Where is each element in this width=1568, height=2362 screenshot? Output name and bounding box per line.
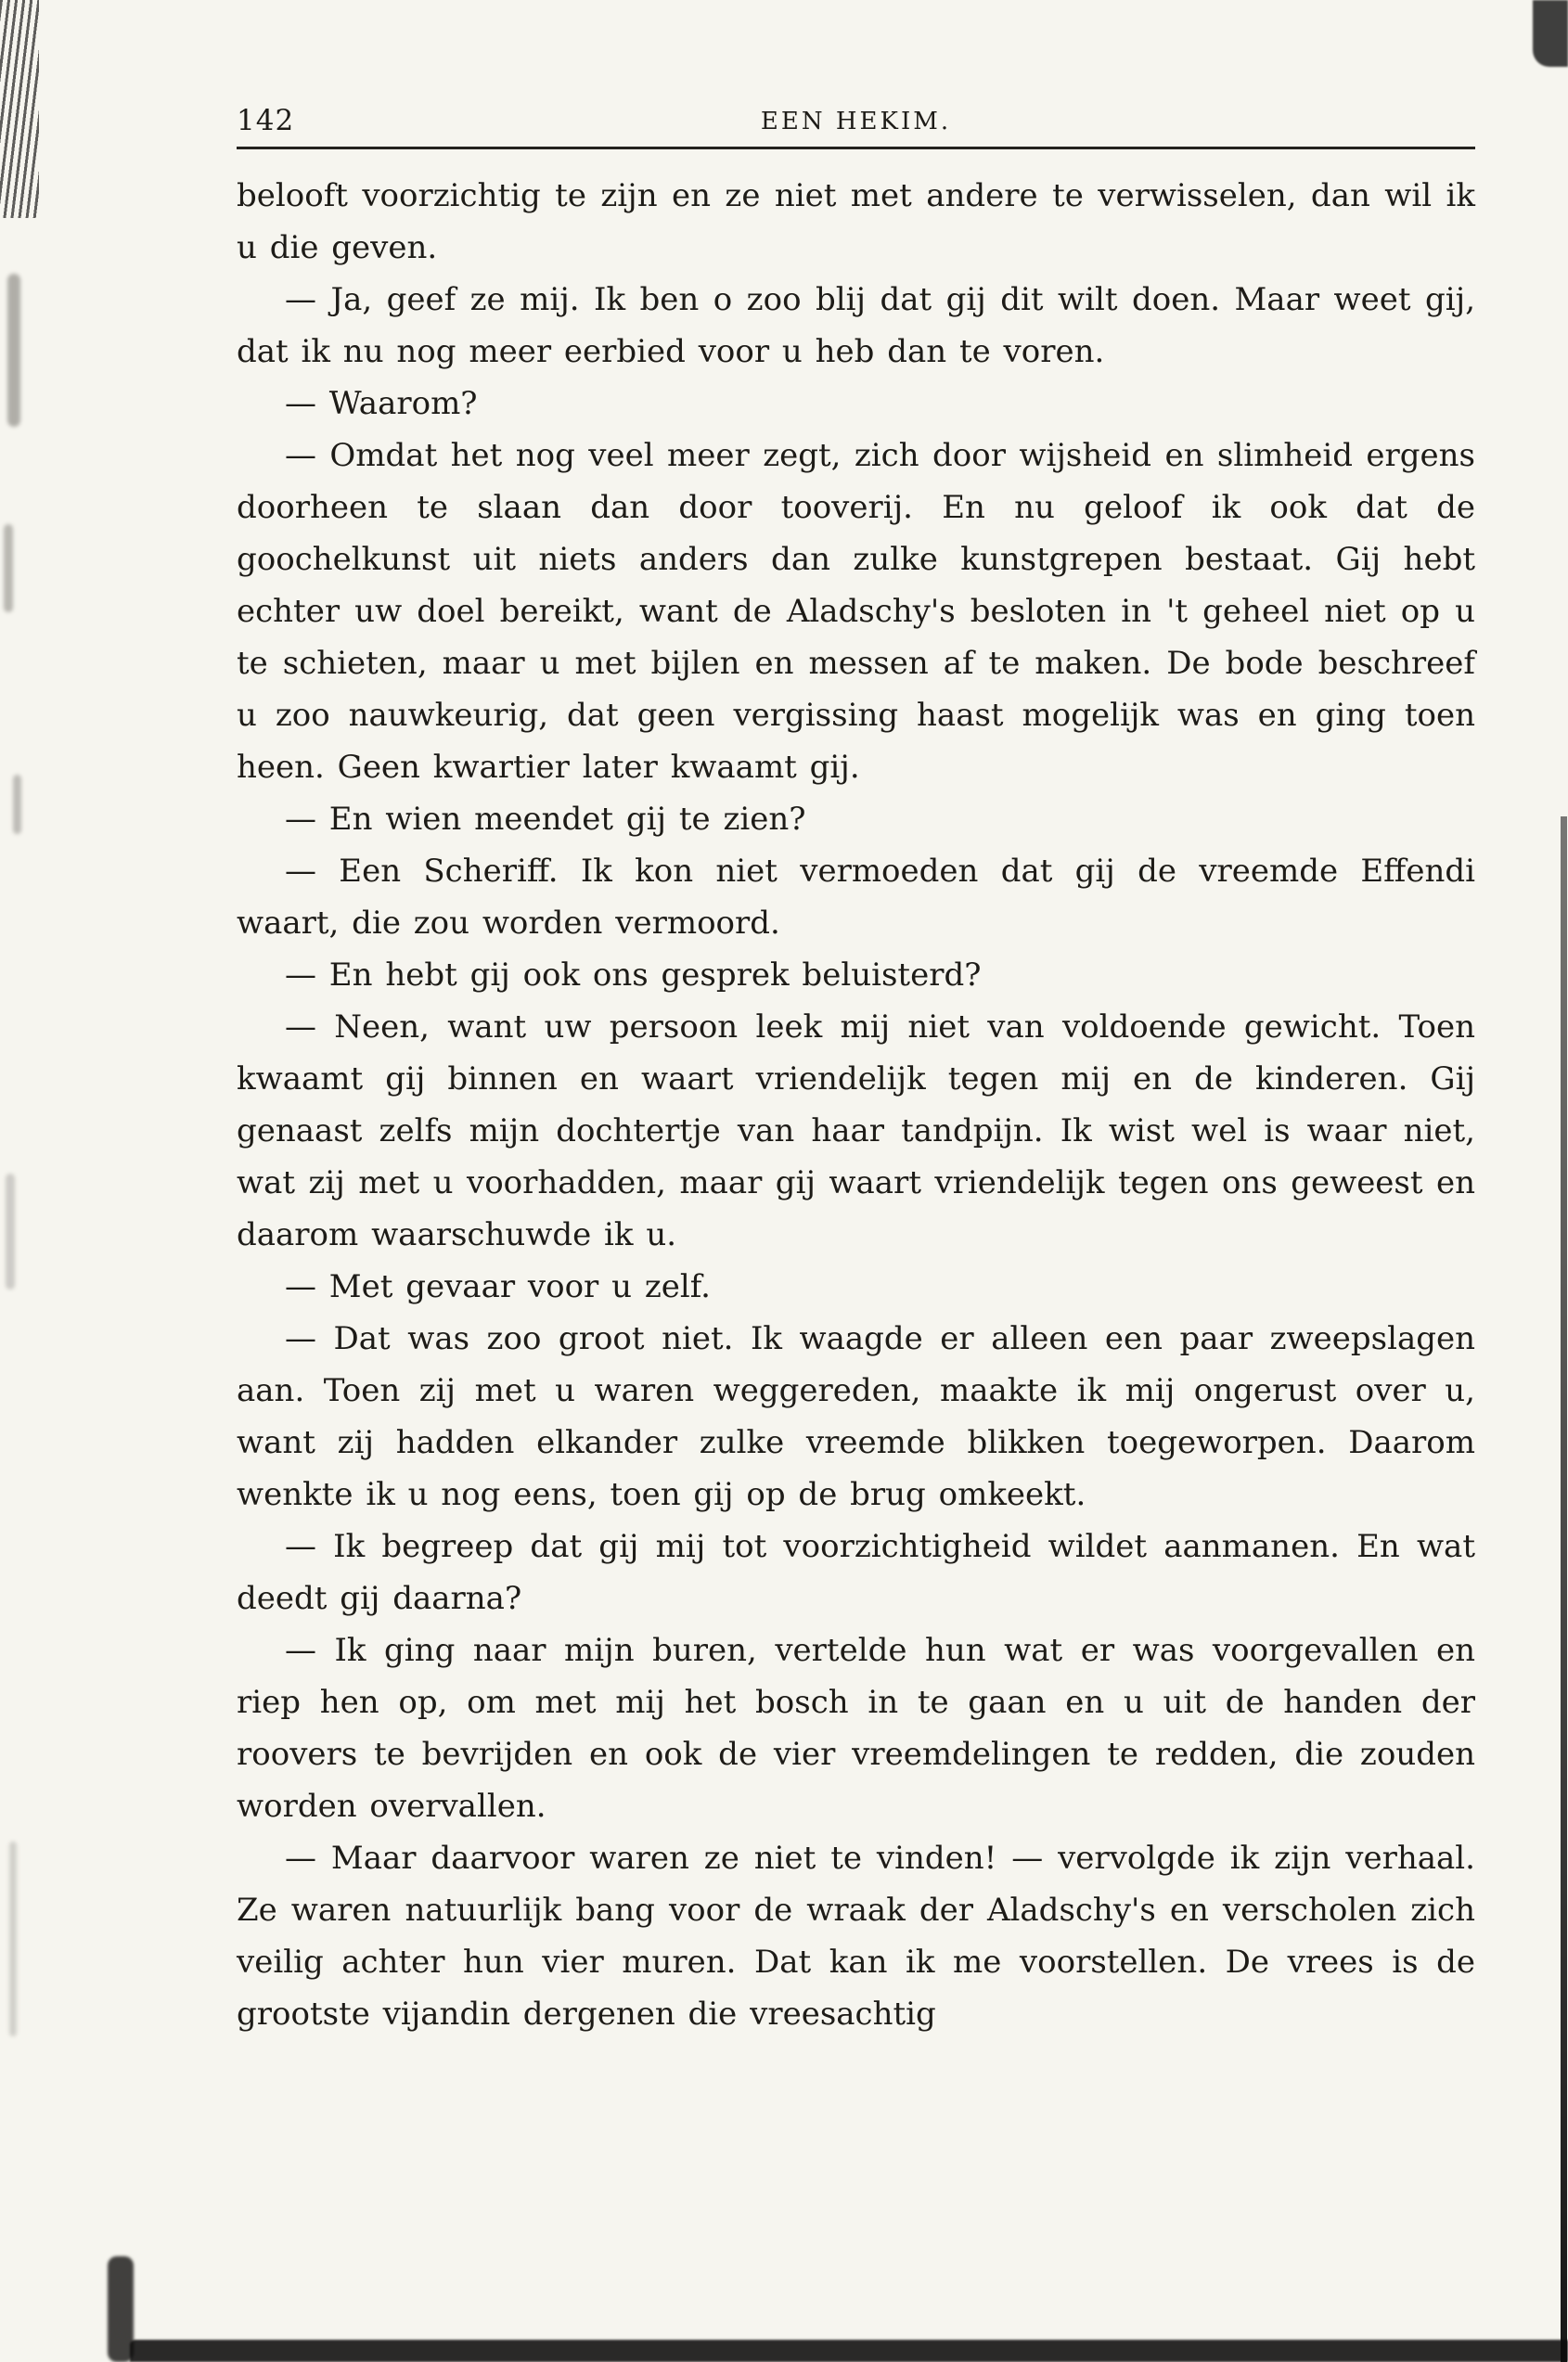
scan-artifact-bottom-edge xyxy=(130,2340,1568,2362)
paragraph-dialogue: — Maar daarvoor waren ze niet te vinden! — vervolgde ik zijn verhaal. Ze waren natuurlijk bang voor de wraak der Aladschy's en verscholen zich veilig achter hun vier muren. Dat kan ik me voorstellen. De vrees is de grootste vijandin dergenen die vreesachtig xyxy=(237,1840,1475,2033)
scan-artifact-bottom-left xyxy=(108,2256,134,2362)
paragraph-dialogue: — Ik begreep dat gij mij tot voorzichtigheid wildet aanmanen. En wat deedt gij daarna? xyxy=(237,1528,1475,1617)
paragraph-dialogue: — Dat was zoo groot niet. Ik waagde er alleen een paar zweepslagen aan. Toen zij met u waren weggereden, maakte ik mij ongerust over u, want zij hadden elkander zulke vreemde blikken toegeworpen. Daarom wenkte ik u nog eens, toen gij op de brug omkeekt. xyxy=(237,1320,1475,1513)
scan-artifact-left-3 xyxy=(13,775,21,834)
scan-artifact-top-right xyxy=(1533,0,1568,67)
paragraph-dialogue: — Ik ging naar mijn buren, vertelde hun wat er was voorgevallen en riep hen op, om met mij het bosch in te gaan en u uit de handen der roovers te bevrijden en ook de vier vreemdelingen te redden, die zouden worden overvallen. xyxy=(237,1632,1475,1825)
scan-artifact-top-left xyxy=(0,0,39,218)
paragraph-dialogue: — Een Scheriff. Ik kon niet vermoeden dat gij de vreemde Effendi waart, die zou worden vermoord. xyxy=(237,853,1475,942)
scan-artifact-left-2 xyxy=(4,524,13,612)
paragraph-continuation: belooft voorzichtig te zijn en ze niet met andere te verwisselen, dan wil ik u die geven. xyxy=(237,177,1475,266)
scan-artifact-left-5 xyxy=(9,1842,17,2036)
paragraph-dialogue: — Ja, geef ze mij. Ik ben o zoo blij dat gij dit wilt doen. Maar weet gij, dat ik nu nog meer eerbied voor u heb dan te voren. xyxy=(237,281,1475,370)
paragraph-dialogue: — Waarom? xyxy=(285,385,478,422)
paragraph-dialogue: — Met gevaar voor u zelf. xyxy=(285,1268,711,1305)
paragraph-dialogue: — En wien meendet gij te zien? xyxy=(285,801,806,838)
scan-artifact-left-4 xyxy=(6,1174,15,1290)
scan-artifact-right-edge xyxy=(1561,816,1567,2362)
paragraph-dialogue: — Omdat het nog veel meer zegt, zich door wijsheid en slimheid ergens doorheen te slaan dan door tooverij. En nu geloof ik ook dat de goochelkunst uit niets anders dan zulke kunstgrepen bestaat. Gij hebt echter uw doel bereikt, want de Aladschy's besloten in 't geheel niet op u te schieten, maar u met bijlen en messen af te maken. De bode beschreef u zoo nauwkeurig, dat geen vergissing haast mogelijk was en ging toen heen. Geen kwartier later kwaamt gij. xyxy=(237,437,1475,786)
header-rule xyxy=(237,147,1475,149)
paragraph-dialogue: — En hebt gij ook ons gesprek beluisterd? xyxy=(285,956,982,994)
paragraph-dialogue: — Neen, want uw persoon leek mij niet van voldoende gewicht. Toen kwaamt gij binnen en waart vriendelijk tegen mij en de kinderen. Gij genaast zelfs mijn dochtertje van haar tandpijn. Ik wist wel is waar niet, wat zij met u voorhadden, maar gij waart vriendelijk tegen ons geweest en daarom waarschuwde ik u. xyxy=(237,1008,1475,1253)
page-number: 142 xyxy=(237,104,295,137)
page-header xyxy=(237,104,1475,145)
body-text xyxy=(237,170,1475,2040)
running-title: EEN HEKIM. xyxy=(760,108,952,135)
page-content xyxy=(237,104,1475,2040)
scan-artifact-left-1 xyxy=(7,274,20,427)
